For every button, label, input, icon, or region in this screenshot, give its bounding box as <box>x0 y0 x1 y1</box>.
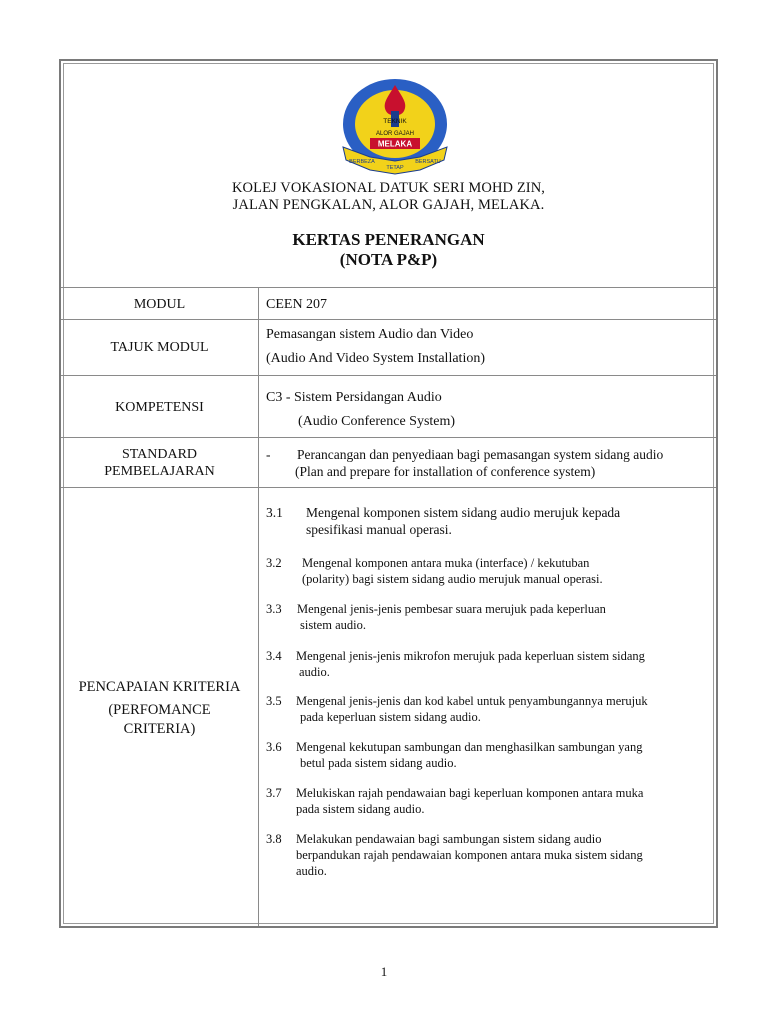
table-top-border <box>61 287 716 288</box>
logo-ribbon-right: BERSATU <box>415 159 441 165</box>
logo-banner-text: MELAKA <box>377 139 413 149</box>
criteria-line-1: Mengenal jenis-jenis pembesar suara merujuk pada keperluan <box>297 602 606 616</box>
criteria-line-2: sistem audio. <box>300 618 366 632</box>
criteria-number: 3.4 <box>266 649 282 663</box>
row-divider <box>61 487 716 488</box>
criteria-line-2: betul pada sistem sidang audio. <box>300 756 457 770</box>
criteria-number: 3.6 <box>266 740 282 754</box>
criteria-item <box>266 601 704 633</box>
logo-ribbon-mid: TETAP <box>386 165 404 171</box>
criteria-line-1: Mengenal komponen antara muka (interface) / kekutuban <box>302 556 590 570</box>
criteria-line-2: audio. <box>299 665 330 679</box>
value-standard-line-2: (Plan and prepare for installation of conference system) <box>295 464 596 479</box>
label-pencapaian-line-1: PENCAPAIAN KRITERIA <box>78 679 241 695</box>
criteria-line-2: berpandukan rajah pendawaian komponen antara muka sistem sidang <box>296 848 643 862</box>
label-standard-line-2: PEMBELAJARAN <box>104 464 215 479</box>
college-name <box>61 180 716 214</box>
criteria-line-2: spesifikasi manual operasi. <box>306 522 452 537</box>
logo-top-text: TEKNIK <box>383 118 407 125</box>
criteria-item <box>266 555 704 587</box>
criteria-number: 3.3 <box>266 602 282 616</box>
label-pencapaian-line-2: (PERFOMANCE <box>108 702 211 718</box>
criteria-item <box>266 693 704 725</box>
row-divider <box>61 437 716 438</box>
label-kompetensi: KOMPETENSI <box>115 400 204 415</box>
logo-ribbon-left: BERBEZA <box>349 159 375 165</box>
label-modul: MODUL <box>133 297 186 312</box>
criteria-number: 3.8 <box>266 832 282 846</box>
page-number: 1 <box>380 964 388 979</box>
criteria-line-1: Mengenal jenis-jenis dan kod kabel untuk penyambungannya merujuk <box>296 694 648 708</box>
criteria-line-2: (polarity) bagi sistem sidang audio merujuk manual operasi. <box>302 572 603 586</box>
document-frame <box>59 59 718 928</box>
logo-mid-text: ALOR GAJAH <box>375 131 415 137</box>
criteria-line-1: Mengenal komponen sistem sidang audio merujuk kepada <box>306 505 621 520</box>
label-pencapaian <box>61 678 258 739</box>
value-kompetensi-line-2: (Audio Conference System) <box>298 414 456 429</box>
criteria-item <box>266 648 704 680</box>
criteria-item <box>266 504 704 538</box>
title-line-1: KERTAS PENERANGAN <box>292 230 485 249</box>
criteria-line-1: Mengenal kekutupan sambungan dan menghasilkan sambungan yang <box>296 740 643 754</box>
criteria-line-3: audio. <box>296 864 327 878</box>
criteria-item <box>266 785 704 817</box>
value-tajuk-line-1: Pemasangan sistem Audio dan Video <box>266 327 474 342</box>
value-modul: CEEN 207 <box>266 297 328 312</box>
value-tajuk-line-2: (Audio And Video System Installation) <box>266 351 485 366</box>
value-kompetensi-line-1: C3 - Sistem Persidangan Audio <box>266 390 442 405</box>
criteria-line-2: pada sistem sidang audio. <box>296 802 425 816</box>
label-pencapaian-line-3: CRITERIA) <box>123 721 196 737</box>
label-tajuk-modul: TAJUK MODUL <box>110 340 209 355</box>
criteria-line-2: pada keperluan sistem sidang audio. <box>300 710 481 724</box>
criteria-line-1: Melakukan pendawaian bagi sambungan sistem sidang audio <box>296 832 602 846</box>
college-logo <box>340 77 450 177</box>
college-line-1: KOLEJ VOKASIONAL DATUK SERI MOHD ZIN, <box>231 180 546 196</box>
document-title <box>61 230 716 270</box>
label-standard-line-1: STANDARD <box>121 447 198 462</box>
row-divider <box>61 375 716 376</box>
criteria-line-1: Melukiskan rajah pendawaian bagi keperluan komponen antara muka <box>296 786 644 800</box>
criteria-line-1: Mengenal jenis-jenis mikrofon merujuk pada keperluan sistem sidang <box>296 649 645 663</box>
criteria-item <box>266 831 704 879</box>
college-line-2: JALAN PENGKALAN, ALOR GAJAH, MELAKA. <box>232 197 545 213</box>
row-divider <box>61 319 716 320</box>
criteria-number: 3.2 <box>266 556 282 570</box>
label-standard <box>61 446 258 480</box>
criteria-item <box>266 739 704 771</box>
criteria-number: 3.1 <box>266 505 283 520</box>
value-standard-line-1: Perancangan dan penyediaan bagi pemasangan system sidang audio <box>297 447 664 462</box>
criteria-number: 3.7 <box>266 786 282 800</box>
column-divider <box>258 287 259 926</box>
title-line-2: (NOTA P&P) <box>339 250 438 269</box>
standard-bullet: - <box>266 447 271 462</box>
criteria-number: 3.5 <box>266 694 282 708</box>
